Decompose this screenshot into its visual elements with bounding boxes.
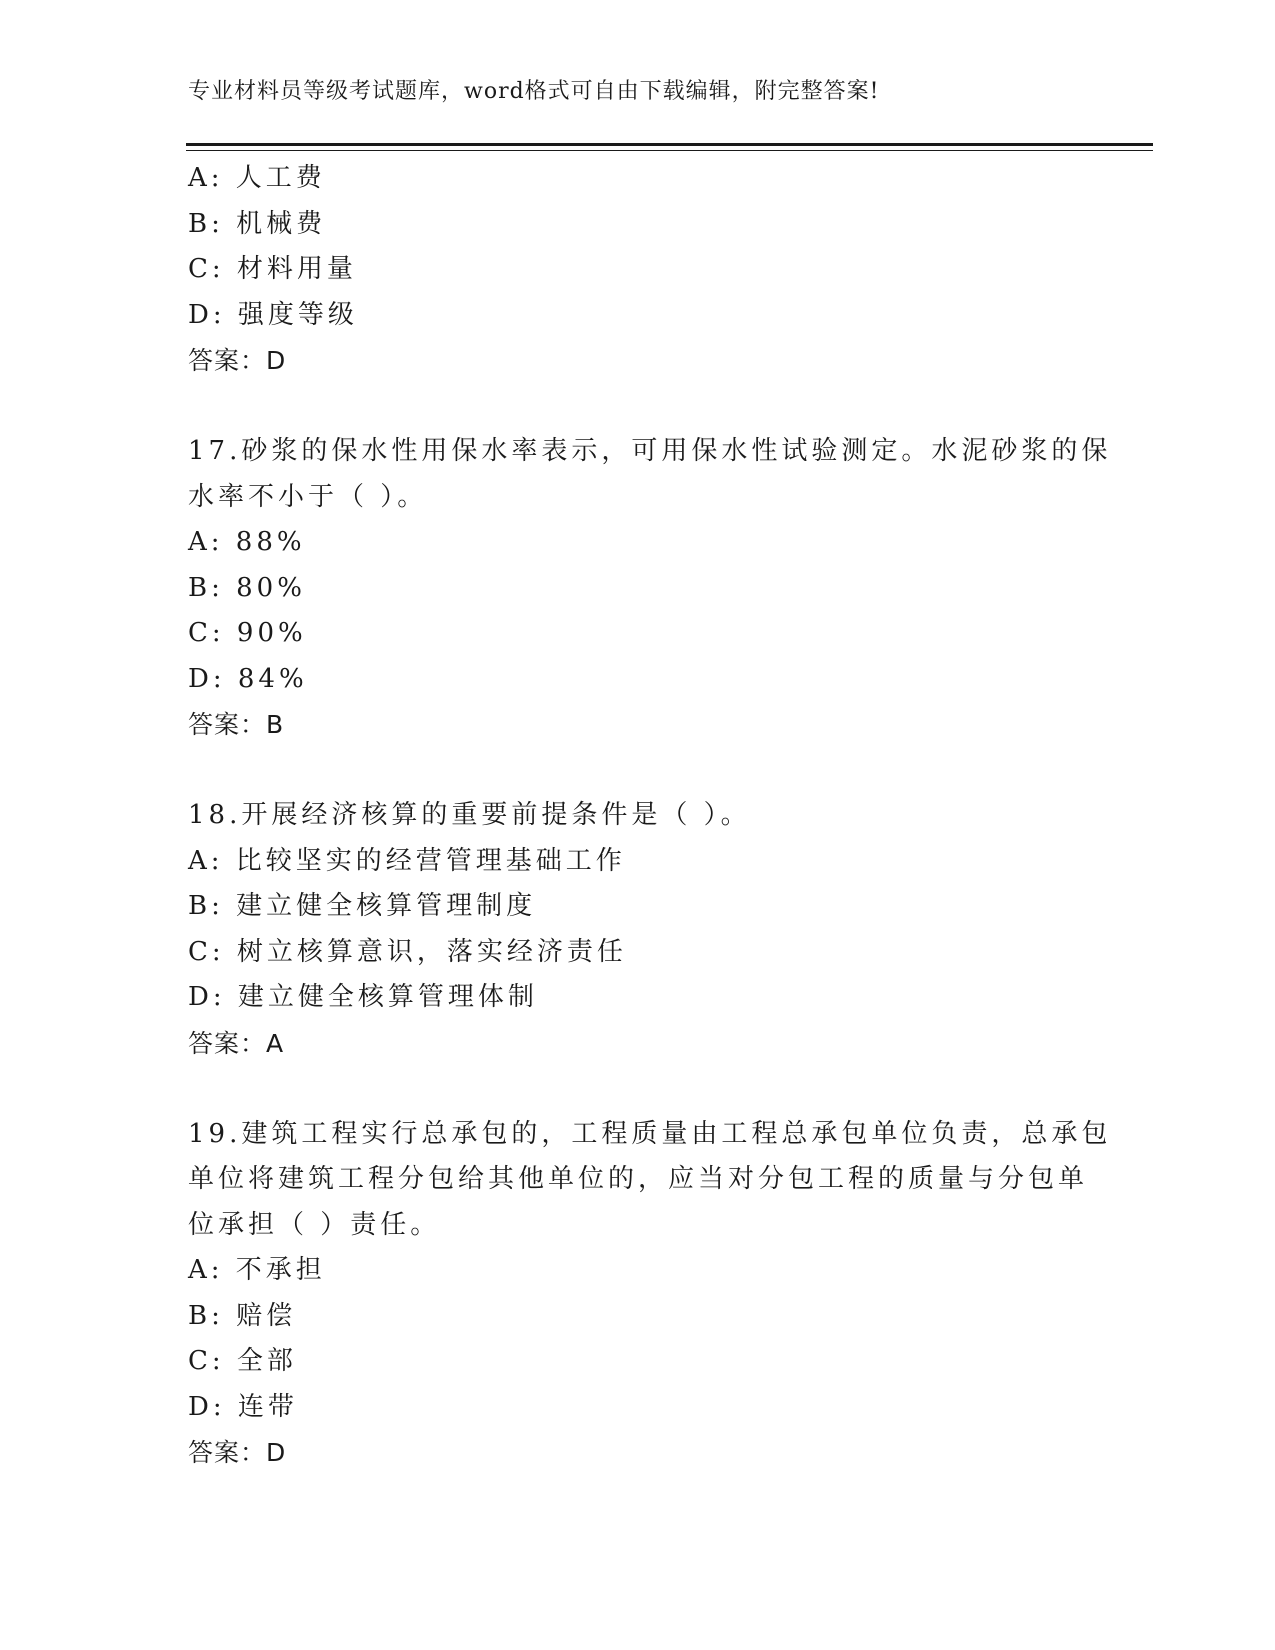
option-a: A: 比较坚实的经营管理基础工作 (188, 845, 626, 876)
option-b: B: 建立健全核算管理制度 (188, 891, 537, 921)
option-d: D: 强度等级 (188, 299, 358, 330)
option-a: A: 88% (188, 527, 306, 557)
option-d: D: 连带 (188, 1391, 298, 1422)
option-c: C: 树立核算意识，落实经济责任 (188, 936, 627, 967)
question-stem: 19.建筑工程实行总承包的，工程质量由工程总承包单位负责，总承包 (188, 1118, 1112, 1149)
option-c: C: 90% (188, 618, 307, 648)
spacer (188, 384, 1088, 430)
question-list (188, 156, 1112, 1476)
answer-line: 答案：A (188, 1028, 285, 1058)
answer-line: 答案：B (188, 710, 285, 739)
question-stem: 水率不小于（ ）。 (188, 481, 428, 512)
page-header: 专业材料员等级考试题库，word格式可自由下载编辑，附完整答案! (188, 79, 880, 104)
option-b: B: 赔偿 (188, 1300, 297, 1331)
question-stem: 17.砂浆的保水性用保水率表示，可用保水性试验测定。水泥砂浆的保 (188, 436, 1112, 466)
option-c: C: 材料用量 (188, 254, 357, 284)
question-19 (188, 1112, 1112, 1476)
option-a: A: 人工费 (188, 163, 326, 193)
option-d: D: 84% (188, 663, 308, 694)
answer-line: 答案：D (188, 1438, 287, 1467)
option-d: D: 建立健全核算管理体制 (188, 982, 538, 1012)
question-17 (188, 429, 1112, 748)
question-stem: 单位将建筑工程分包给其他单位的，应当对分包工程的质量与分包单 (188, 1164, 1089, 1194)
question-stem: 位承担（ ）责任。 (188, 1209, 441, 1240)
option-c: C: 全部 (188, 1346, 297, 1376)
question-stem: 18.开展经济核算的重要前提条件是（ ）。 (188, 800, 751, 830)
option-a: A: 不承担 (188, 1255, 326, 1285)
question-18 (188, 793, 1088, 1066)
spacer (188, 748, 1088, 794)
option-b: B: 机械费 (188, 208, 327, 239)
header-divider (186, 143, 1153, 151)
question-16 (188, 156, 1088, 384)
option-b: B: 80% (188, 572, 306, 603)
spacer (188, 1066, 1088, 1112)
answer-line: 答案：D (188, 346, 287, 375)
